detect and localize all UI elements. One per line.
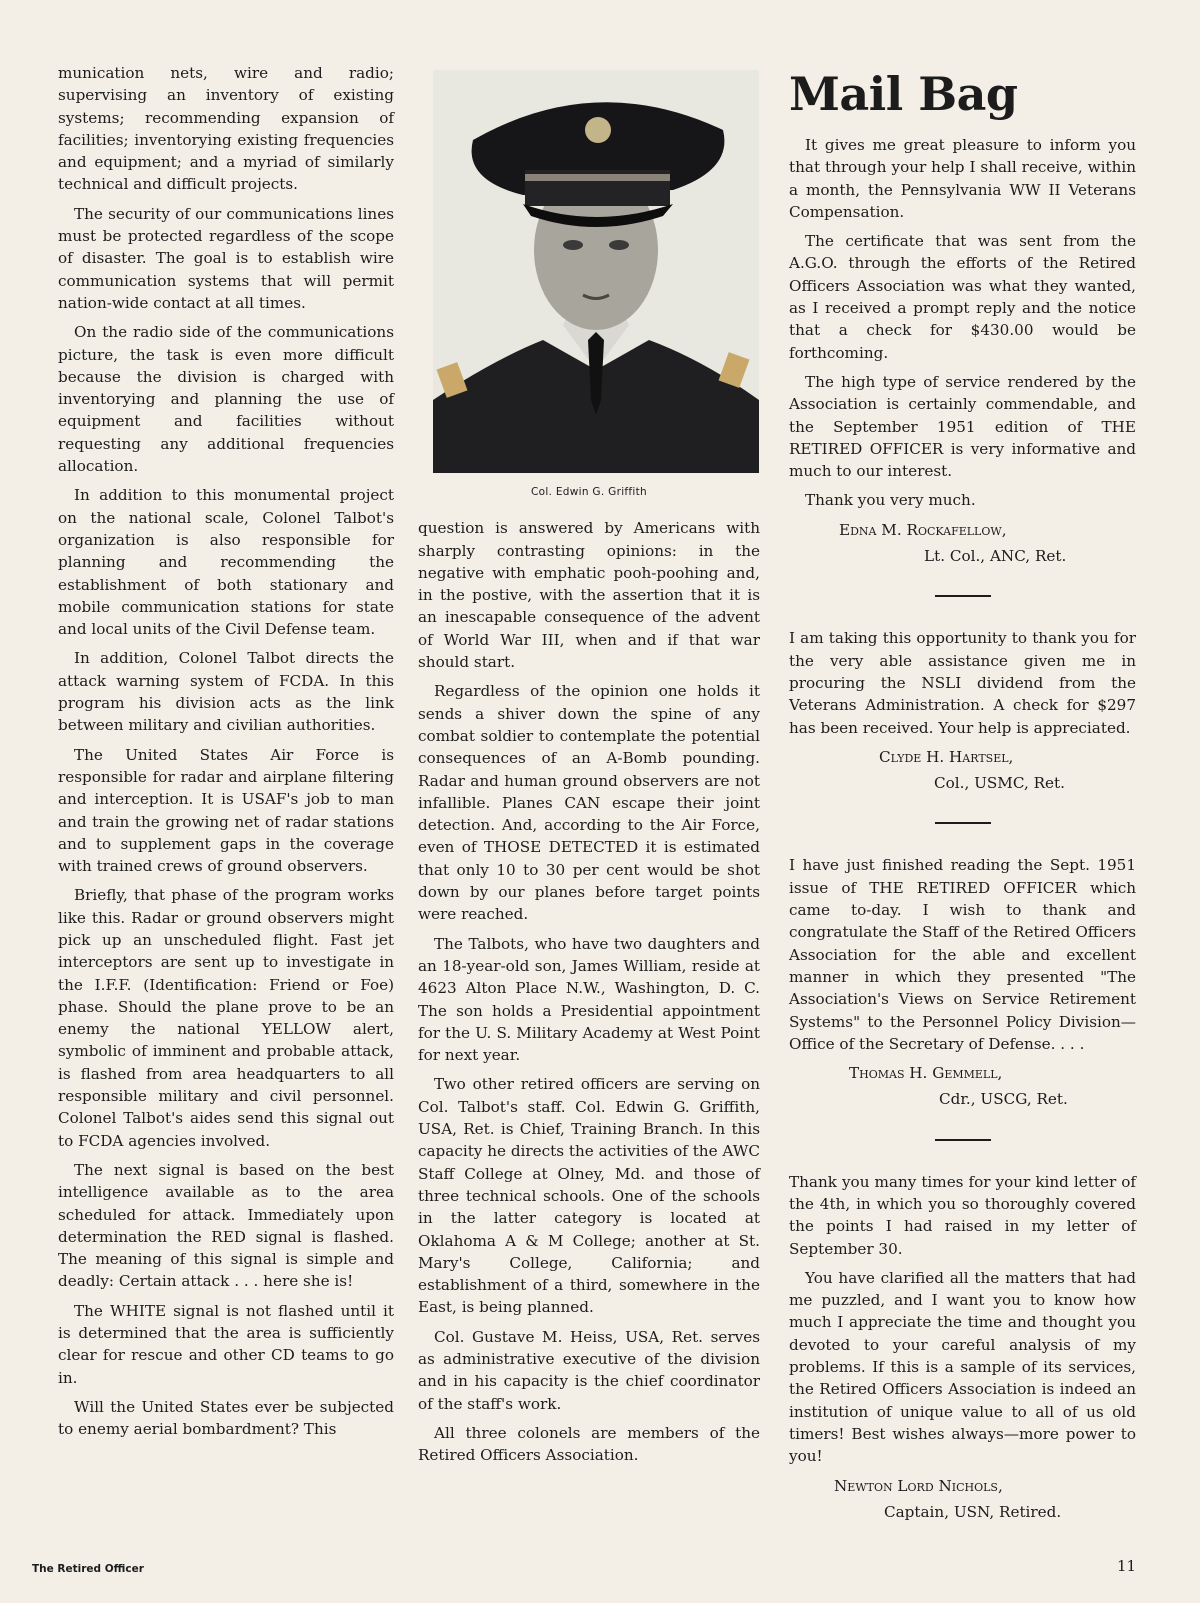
photo-caption: Col. Edwin G. Griffith [530, 486, 647, 498]
paragraph: The high type of service rendered by the Association is certainly commendable, and the September 1951 edition of THE RETIRED OFFICER is very informative and much to our interest. [789, 372, 1136, 481]
divider [935, 1139, 991, 1141]
paragraph: The security of our communications lines must be protected regardless of the scope of disaster. The goal is to establish wire communication systems that will permit nation-wide contact at all times. [58, 204, 394, 312]
paragraph: munication nets, wire and radio; supervising an inventory of existing systems; recommending expansion of facilities; inventorying existing frequencies and equipment; and a myriad of similarly technical and difficult projects. [58, 64, 394, 194]
paragraph: In addition, Colonel Talbot directs the attack warning system of FCDA. In this program his division acts as the link between military and civilian authorities. [58, 649, 394, 735]
mailbag-column [789, 68, 1136, 1527]
paragraph: The WHITE signal is not flashed until it is determined that the area is sufficiently clear for rescue and other CD teams to go in. [58, 1301, 394, 1387]
letter [789, 854, 1136, 1110]
paragraph: Thank you very much. [805, 491, 976, 510]
paragraph: Will the United States ever be subjected to enemy aerial bombardment? This [58, 1397, 394, 1439]
paragraph: I am taking this opportunity to thank you for the very able assistance given me in procuring the NSLI dividend from the Veterans Administration. A check for $297 has been received. Your help is appreciated. [789, 629, 1136, 737]
paragraph: The certificate that was sent from the A.G.O. through the efforts of the Retired Officers Association was what they wanted, as I received a prompt reply and the notice that a check for $430.00 would be forthcoming. [789, 232, 1136, 362]
paragraph: Regardless of the opinion one holds it sends a shiver down the spine of any combat soldier to contemplate the potential consequences of an A-Bomb pounding. Radar and human ground observers are not infallible. Planes CAN escape their joint detection. And, according to the Air Force, even of THOSE DETECTED it is estimated that only 10 to 30 per cent would be shot down by our planes before target points were reached. [418, 682, 760, 924]
section-title: Mail Bag [789, 67, 1018, 121]
publication-name: The Retired Officer [32, 1563, 144, 1575]
signature-rank: Cdr., USCG, Ret. [939, 1090, 1068, 1109]
letter [789, 1171, 1136, 1523]
paragraph: Col. Gustave M. Heiss, USA, Ret. serves as administrative executive of the division and in his capacity is the chief coordinator of the staff's work. [418, 1327, 760, 1413]
paragraph: The United States Air Force is responsible for radar and airplane filtering and interception. It is USAF's job to man and train the growing net of radar stations and to supplement gaps in the coverage with trained crews of ground observers. [58, 745, 394, 876]
signature-name: Edna M. Rockafellow, [839, 520, 1007, 539]
paragraph: The next signal is based on the best intelligence available as to the area scheduled for attack. Immediately upon determination the RED signal is flashed. The meaning of this signal is simple and deadly: Certain attack . . . here she is! [58, 1160, 394, 1291]
paragraph: I have just finished reading the Sept. 1951 issue of THE RETIRED OFFICER which came to-day. I wish to thank and congratulate the Staff of the Retired Officers Association for the able and excellent manner in which they presented "The Association's Views on Service Retirement Systems" to the Personnel Policy Division—Office of the Secretary of Defense. . . . [789, 856, 1136, 1053]
paragraph: Thank you many times for your kind letter of the 4th, in which you so thoroughly covered the points I had raised in my letter of September 30. [789, 1172, 1136, 1258]
signature-name: Newton Lord Nichols, [834, 1476, 1003, 1495]
portrait-photo [433, 70, 759, 473]
signature-name: Thomas H. Gemmell, [849, 1064, 1003, 1083]
signature-name: Clyde H. Hartsel, [879, 747, 1014, 766]
article-column-2 [418, 62, 760, 1473]
letter [789, 627, 1136, 794]
paragraph: The Talbots, who have two daughters and an 18-year-old son, James William, reside at 4623 Alton Place N.W., Washington, D. C. The son holds a Presidential appointment for the U. S. Military Academy at West Point for next year. [418, 934, 760, 1065]
divider [935, 822, 991, 824]
paragraph: In addition to this monumental project on the national scale, Colonel Talbot's organization is also responsible for planning and recommending the establishment of both stationary and mobile communication stations for state and local units of the Civil Defense team. [58, 486, 394, 639]
officer-portrait-illustration [433, 70, 759, 473]
divider [935, 595, 991, 597]
paragraph: You have clarified all the matters that had me puzzled, and I want you to know how much I appreciate the time and thought you devoted to your careful analysis of my problems. If this is a sample of its services, the Retired Officers Association is indeed an institution of unique value to all of us old timers! Best wishes always—more power to you! [789, 1268, 1136, 1466]
paragraph: On the radio side of the communications picture, the task is even more difficult because the division is charged with inventorying and planning the use of equipment and facilities without requesting any additional frequencies allocation. [58, 323, 394, 476]
paragraph: It gives me great pleasure to inform you that through your help I shall receive, within a month, the Pennsylvania WW II Veterans Compensation. [789, 136, 1136, 221]
paragraph: question is answered by Americans with sharply contrasting opinions: in the negative with emphatic pooh-poohing and, in the postive, with the assertion that it is an inescapable consequence of the advent of World War III, when and if that war should start. [418, 519, 760, 672]
paragraph: All three colonels are members of the Retired Officers Association. [418, 1423, 760, 1465]
signature-rank: Col., USMC, Ret. [934, 774, 1065, 793]
signature-rank: Captain, USN, Retired. [884, 1502, 1062, 1521]
letter [789, 134, 1136, 567]
paragraph: Two other retired officers are serving on Col. Talbot's staff. Col. Edwin G. Griffith, USA, Ret. is Chief, Training Branch. In this capacity he directs the activities of the AWC Staff College at Olney, Md. and those of three technical schools. One of the schools in the latter category is located at Oklahoma A & M College; another at St. Mary's College, California; and establishment of a third, somewhere in the East, is being planned. [418, 1075, 760, 1317]
article-column-1 [58, 62, 394, 1448]
signature-rank: Lt. Col., ANC, Ret. [924, 547, 1067, 566]
page-number: 11 [1117, 1557, 1137, 1575]
paragraph: Briefly, that phase of the program works like this. Radar or ground observers might pick up an unscheduled flight. Fast jet interceptors are sent up to investigate in the I.F.F. (Identification: Friend or Foe) phase. Should the plane prove to be an enemy the national YELLOW alert, symbolic of imminent and probable attack, is flashed from area headquarters to all responsible military and civil personnel. Colonel Talbot's aides send this signal out to FCDA agencies involved. [58, 886, 394, 1150]
